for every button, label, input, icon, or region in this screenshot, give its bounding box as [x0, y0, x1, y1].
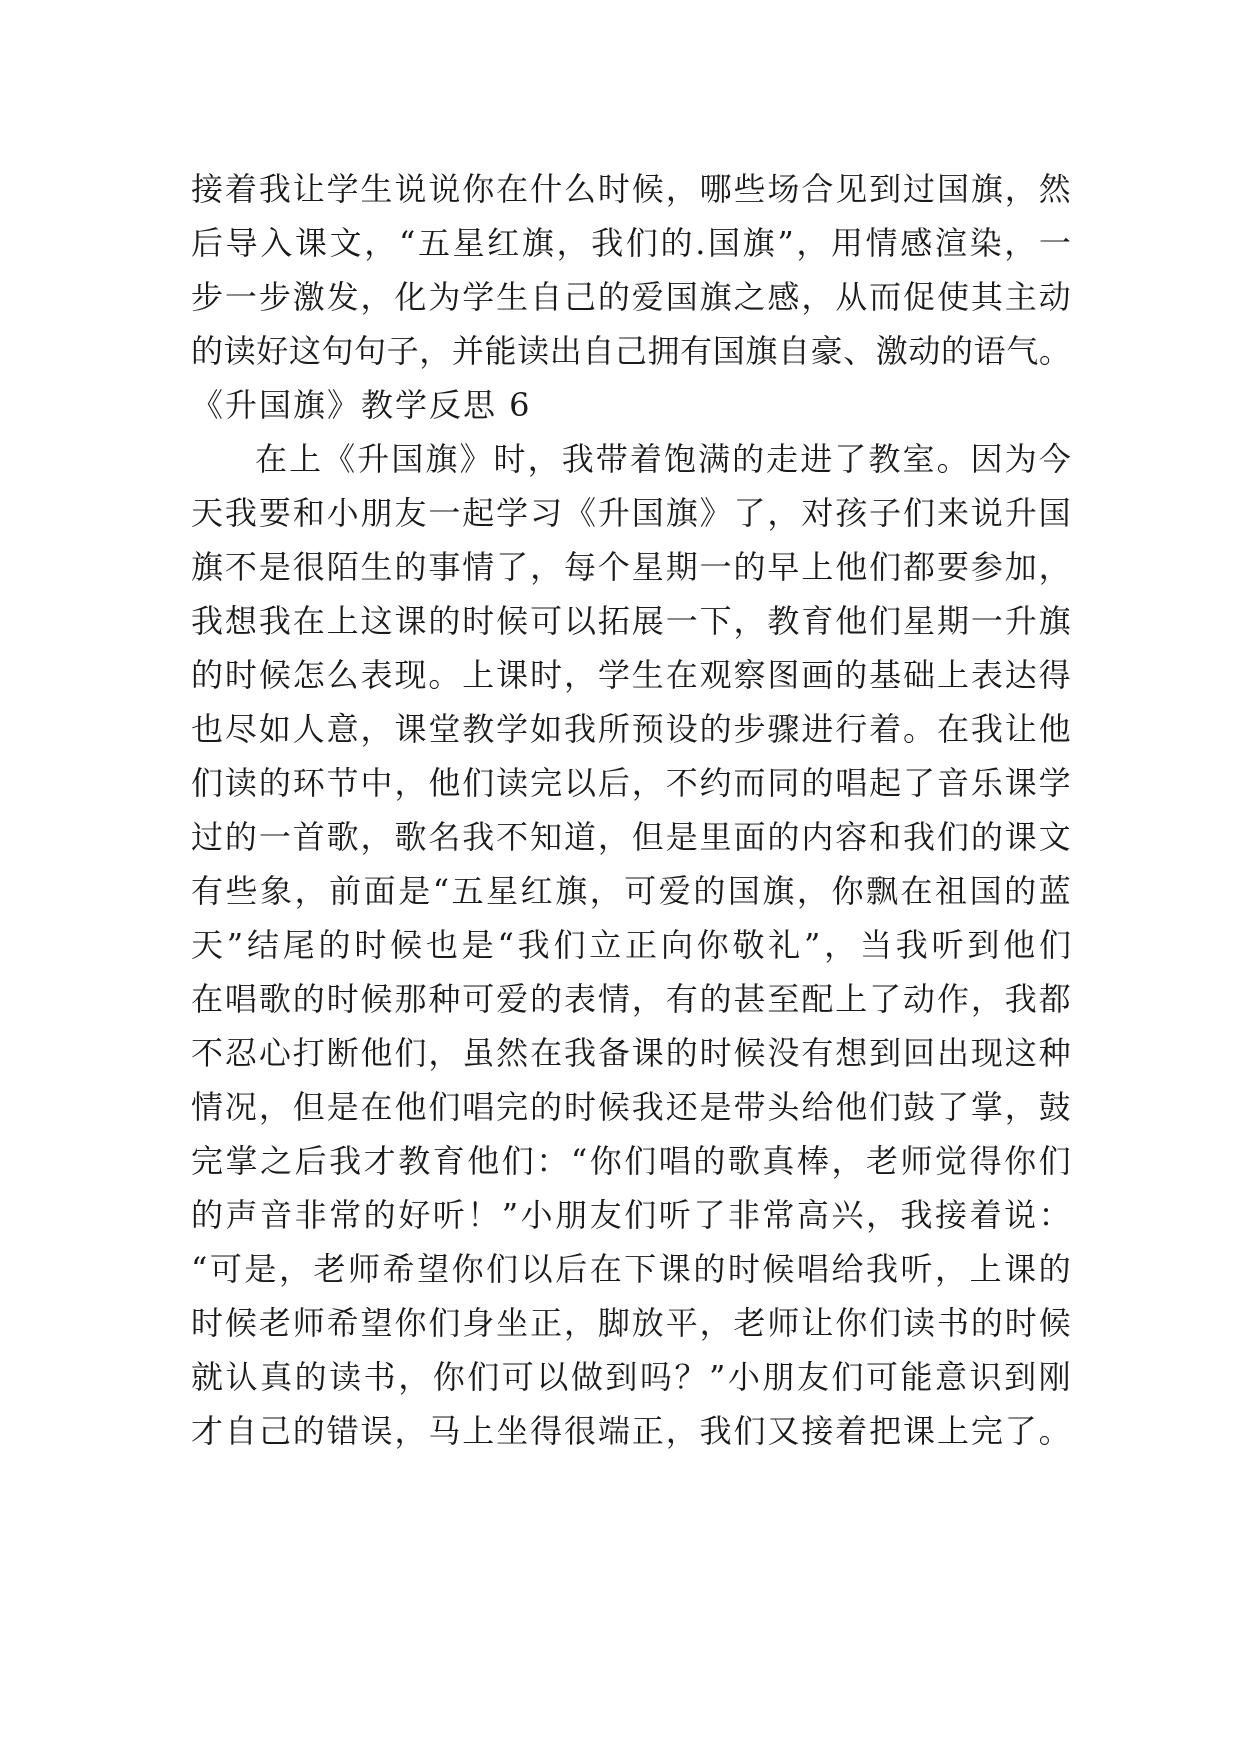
- text-line: 天 我 要 和 小 朋 友 一 起 学 习 《 升 国 旗 》 了 ， 对 孩 子 们 来 说 升 国: [191, 494, 1071, 532]
- section-heading: 《升国旗》教学反思 6: [191, 386, 532, 424]
- text-line: 就 认 真 的 读 书 ， 你 们 可 以 做 到 吗 ？ ” 小 朋 友 们 可 能 意 识 到 刚: [191, 1358, 1071, 1396]
- text-line: 我 想 我 在 上 这 课 的 时 候 可 以 拓 展 一 下 ， 教 育 他 们 星 期 一 升 旗: [191, 602, 1071, 640]
- text-line: 在 唱 歌 的 时 候 那 种 可 爱 的 表 情 ， 有 的 甚 至 配 上 了 动 作 ， 我 都: [191, 980, 1071, 1018]
- text-line: 过 的 一 首 歌 ， 歌 名 我 不 知 道 ， 但 是 里 面 的 内 容 和 我 们 的 课 文: [191, 818, 1071, 856]
- text-line: 旗 不 是 很 陌 生 的 事 情 了 ， 每 个 星 期 一 的 早 上 他 们 都 要 参 加 ，: [191, 548, 1071, 586]
- text-line: 情 况 ， 但 是 在 他 们 唱 完 的 时 候 我 还 是 带 头 给 他 们 鼓 了 掌 ， 鼓: [191, 1088, 1071, 1126]
- text-line: 步 一 步 激 发 ， 化 为 学 生 自 己 的 爱 国 旗 之 感 ， 从 而 促 使 其 主 动: [191, 278, 1071, 316]
- text-line: 接 着 我 让 学 生 说 说 你 在 什 么 时 候 ， 哪 些 场 合 见 到 过 国 旗 ， 然: [191, 170, 1071, 208]
- text-line: “ 可 是 ， 老 师 希 望 你 们 以 后 在 下 课 的 时 候 唱 给 我 听 ， 上 课 的: [191, 1250, 1071, 1288]
- text-line: 天 ” 结 尾 的 时 候 也 是 “ 我 们 立 正 向 你 敬 礼 ” ， 当 我 听 到 他 们: [191, 926, 1071, 964]
- text-line: 的 读 好 这 句 句 子 ， 并 能 读 出 自 己 拥 有 国 旗 自 豪 、 激 动 的 语 气 。: [191, 332, 1071, 370]
- body-text: [191, 162, 1071, 1458]
- text-line: 有 些 象 ， 前 面 是 “ 五 星 红 旗 ， 可 爱 的 国 旗 ， 你 飘 在 祖 国 的 蓝: [191, 872, 1071, 910]
- text-line: 的 时 候 怎 么 表 现 。 上 课 时 ， 学 生 在 观 察 图 画 的 基 础 上 表 达 得: [191, 656, 1071, 694]
- text-line: 也 尽 如 人 意 ， 课 堂 教 学 如 我 所 预 设 的 步 骤 进 行 着 。 在 我 让 他: [191, 710, 1071, 748]
- text-line: 完 掌 之 后 我 才 教 育 他 们 ： “ 你 们 唱 的 歌 真 棒 ， 老 师 觉 得 你 们: [191, 1142, 1071, 1180]
- text-line: 时 候 老 师 希 望 你 们 身 坐 正 ， 脚 放 平 ， 老 师 让 你 们 读 书 的 时 候: [191, 1304, 1071, 1342]
- text-line: 的 声 音 非 常 的 好 听 ！ ” 小 朋 友 们 听 了 非 常 高 兴 ， 我 接 着 说 ：: [191, 1196, 1071, 1234]
- text-line: 后 导 入 课 文 ， “ 五 星 红 旗 ， 我 们 的 . 国 旗 ” ， 用 情 感 渲 染 ， 一: [191, 224, 1071, 262]
- text-line: 才 自 己 的 错 误 ， 马 上 坐 得 很 端 正 ， 我 们 又 接 着 把 课 上 完 了 。: [191, 1412, 1071, 1450]
- text-line: 在 上 《 升 国 旗 》 时 ， 我 带 着 饱 满 的 走 进 了 教 室 。 因 为 今: [255, 440, 1071, 478]
- text-line: 不 忍 心 打 断 他 们 ， 虽 然 在 我 备 课 的 时 候 没 有 想 到 回 出 现 这 种: [191, 1034, 1071, 1072]
- text-line: 们 读 的 环 节 中 ， 他 们 读 完 以 后 ， 不 约 而 同 的 唱 起 了 音 乐 课 学: [191, 764, 1071, 802]
